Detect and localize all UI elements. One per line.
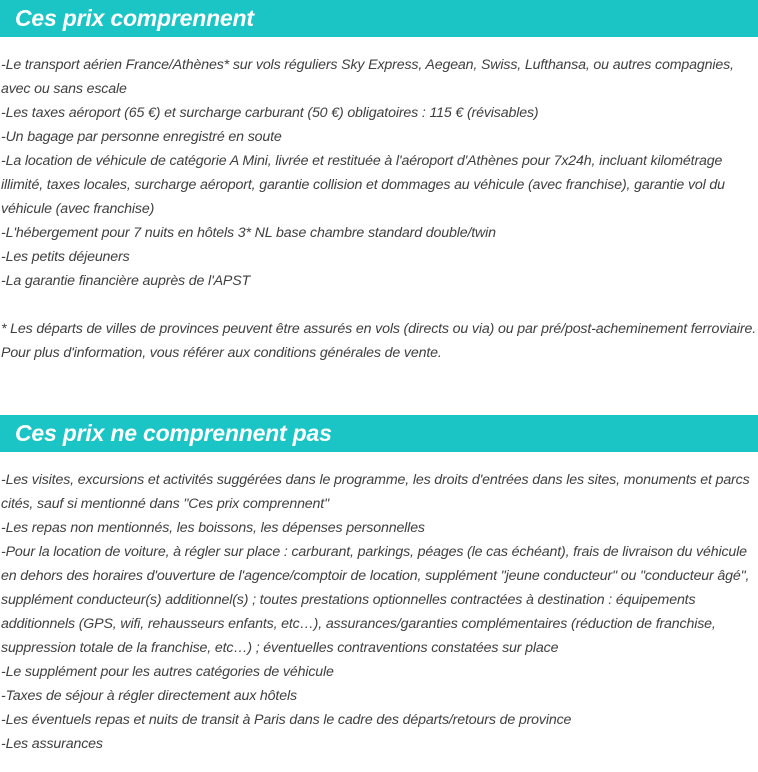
list-item: -L'hébergement pour 7 nuits en hôtels 3* NL base chambre standard double/twin bbox=[1, 225, 496, 241]
list-item: -La location de véhicule de catégorie A Mini, livrée et restituée à l'aéroport d'Athènes pour 7x24h, incluant kilométrage illimité, taxes locales, surcharge aéroport, garantie collision et dommages au véhicule (avec franchise), garantie vol du véhicule (avec franchise) bbox=[1, 153, 725, 217]
included-list bbox=[1, 53, 758, 365]
list-item: -Les visites, excursions et activités suggérées dans le programme, les droits d'entrées dans les sites, monuments et parcs cités, sauf si mentionné dans "Ces prix comprennent" bbox=[1, 472, 750, 512]
list-item: -Taxes de séjour à régler directement aux hôtels bbox=[1, 688, 297, 704]
list-item: -Les éventuels repas et nuits de transit à Paris dans le cadre des départs/retours de province bbox=[1, 712, 572, 728]
spacer bbox=[1, 293, 758, 317]
excluded-list bbox=[1, 468, 758, 756]
list-item: -Les assurances bbox=[1, 736, 103, 752]
excluded-section-title: Ces prix ne comprennent pas bbox=[15, 420, 332, 446]
footnote: * Les départs de villes de provinces peuvent être assurés en vols (directs ou via) ou par pré/post-acheminement ferroviaire. Pour plus d'information, vous référer aux conditions générales de vente. bbox=[1, 321, 757, 361]
list-item: -Les taxes aéroport (65 €) et surcharge carburant (50 €) obligatoires : 115 € (révisables) bbox=[1, 105, 539, 121]
list-item: -Les petits déjeuners bbox=[1, 249, 130, 265]
list-item: -Un bagage par personne enregistré en soute bbox=[1, 129, 282, 145]
included-section-title: Ces prix comprennent bbox=[15, 5, 254, 31]
list-item: -Le supplément pour les autres catégories de véhicule bbox=[1, 664, 334, 680]
excluded-section-header bbox=[0, 415, 758, 452]
list-item: -Pour la location de voiture, à régler sur place : carburant, parkings, péages (le cas échéant), frais de livraison du véhicule en dehors des horaires d'ouverture de l'agence/comptoir de location, supplément "jeune conducteur" ou "conducteur âgé", supplément conducteur(s) additionnel(s) ; toutes prestations optionnelles contractées à destination : équipements additionnels (GPS, wifi, rehausseurs enfants, etc…), assurances/garanties complémentaires (réduction de franchise, suppression totale de la franchise, etc…) ; éventuelles contraventions constatées sur place bbox=[1, 544, 750, 656]
list-item: -Les repas non mentionnés, les boissons, les dépenses personnelles bbox=[1, 520, 425, 536]
included-section-header bbox=[0, 0, 758, 37]
list-item: -Le transport aérien France/Athènes* sur vols réguliers Sky Express, Aegean, Swiss, Lufthansa, ou autres compagnies, avec ou sans escale bbox=[1, 57, 734, 97]
list-item: -La garantie financière auprès de l'APST bbox=[1, 273, 251, 289]
